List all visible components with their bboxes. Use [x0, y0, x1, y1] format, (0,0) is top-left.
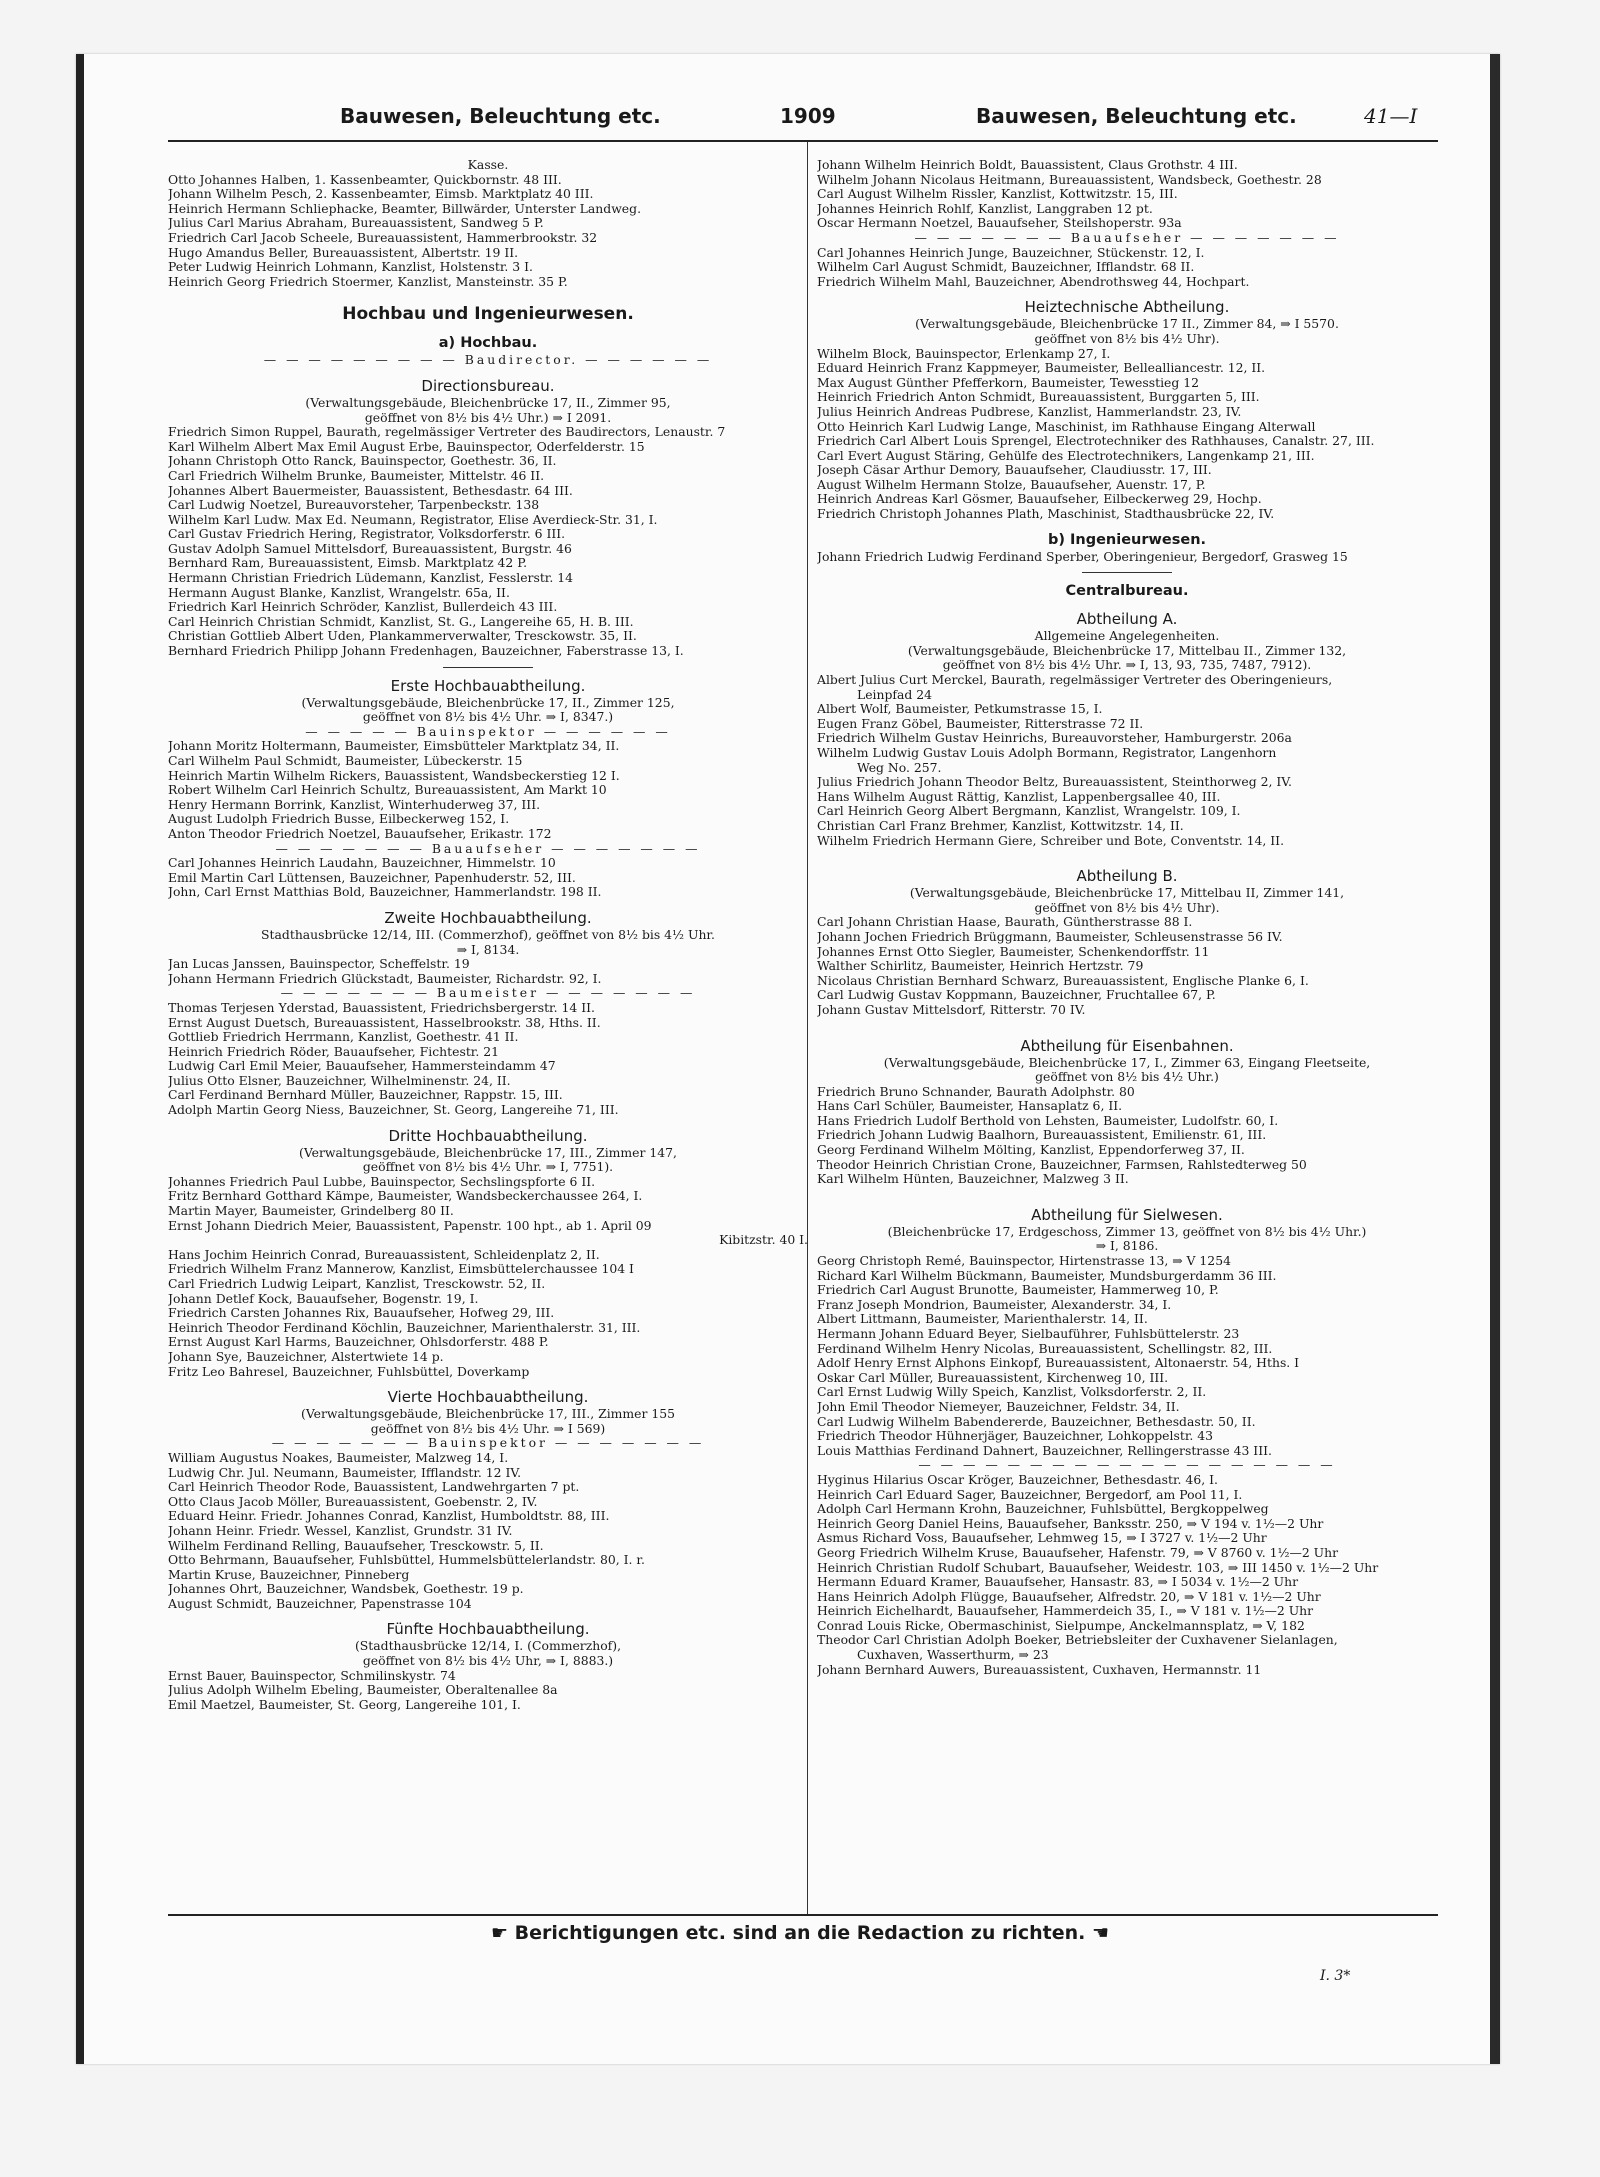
- directory-entry: Franz Joseph Mondrion, Baumeister, Alexanderstr. 34, I.: [817, 1297, 1172, 1312]
- directory-entry: Heinrich Friedrich Röder, Bauaufseher, Fichtestr. 21: [168, 1044, 500, 1059]
- page-signature-mark: I. 3*: [1320, 1968, 1351, 1984]
- directory-entry: Johann Friedrich Ludwig Ferdinand Sperber, Oberingenieur, Bergedorf, Grasweg 15: [817, 549, 1348, 564]
- directory-entry: Conrad Louis Ricke, Obermaschinist, Sielpumpe, Anckelmannsplatz, ⇒ V, 182: [817, 1618, 1305, 1633]
- directory-entry: Wilhelm Block, Bauinspector, Erlenkamp 27, I.: [817, 346, 1111, 361]
- department-note: geöffnet von 8½ bis 4½ Uhr.) ⇒ I 2091.: [364, 410, 612, 425]
- directory-entry: Hans Friedrich Ludolf Berthold von Lehsten, Baumeister, Ludolfstr. 60, I.: [817, 1113, 1279, 1128]
- directory-entry: Wilhelm Ferdinand Relling, Bauaufseher, Tresckowstr. 5, II.: [168, 1538, 544, 1553]
- directory-entry: Carl Johannes Heinrich Junge, Bauzeichner, Stückenstr. 12, I.: [817, 245, 1205, 260]
- directory-entry: Johann Hermann Friedrich Glückstadt, Baumeister, Richardstr. 92, I.: [168, 971, 602, 986]
- directory-entry: Wilhelm Ludwig Gustav Louis Adolph Bormann, Registrator, Langenhorn: [817, 746, 1277, 760]
- directory-entry: August Wilhelm Hermann Stolze, Bauaufseher, Auenstr. 17, P.: [817, 477, 1206, 492]
- directory-entry: William Augustus Noakes, Baumeister, Malzweg 14, I.: [168, 1450, 509, 1465]
- directory-entry: Friedrich Wilhelm Franz Mannerow, Kanzlist, Eimsbüttelerchaussee 104 I: [168, 1262, 634, 1277]
- department-note: ⇒ I, 8134.: [456, 942, 520, 957]
- directory-entry: Eduard Heinr. Friedr. Johannes Conrad, Kanzlist, Humboldtstr. 88, III.: [168, 1509, 610, 1524]
- department-note: Allgemeine Angelegenheiten.: [1034, 629, 1220, 644]
- right-column: [817, 158, 1437, 1677]
- directory-entry: Emil Maetzel, Baumeister, St. Georg, Langereihe 101, I.: [168, 1697, 521, 1712]
- directory-entry: Johann Wilhelm Pesch, 2. Kassenbeamter, Eimsb. Marktplatz 40 III.: [168, 187, 594, 202]
- directory-entry: Christian Carl Franz Brehmer, Kanzlist, Kottwitzstr. 14, II.: [817, 818, 1184, 833]
- directory-entry: Adolph Carl Hermann Krohn, Bauzeichner, Fuhlsbüttel, Bergkoppelweg: [817, 1502, 1269, 1517]
- department-note: (Verwaltungsgebäude, Bleichenbrücke 17, III., Zimmer 147,: [299, 1145, 677, 1160]
- directory-entry: Carl Friedrich Ludwig Leipart, Kanzlist, Tresckowstr. 52, II.: [168, 1277, 546, 1291]
- directory-entry: Joseph Cäsar Arthur Demory, Bauaufseher, Claudiusstr. 17, III.: [817, 463, 1212, 478]
- directory-entry: Theodor Heinrich Christian Crone, Bauzeichner, Farmsen, Rahlstedterweg 50: [817, 1157, 1307, 1172]
- directory-entry: Friedrich Johann Ludwig Baalhorn, Bureauassistent, Emilienstr. 61, III.: [817, 1128, 1267, 1143]
- directory-entry: Johannes Albert Bauermeister, Bauassistent, Bethesdastr. 64 III.: [168, 483, 573, 498]
- directory-entry: Friedrich Carl August Brunotte, Baumeister, Hammerweg 10, P.: [817, 1283, 1219, 1298]
- vacant-position-line: — — — — — — — Baumeister — — — — — — —: [280, 986, 696, 1001]
- directory-entry: Wilhelm Friedrich Hermann Giere, Schreiber und Bote, Conventstr. 14, II.: [817, 833, 1285, 848]
- directory-entry: Nicolaus Christian Bernhard Schwarz, Bureauassistent, Englische Planke 6, I.: [817, 973, 1309, 988]
- directory-entry: Julius Otto Elsner, Bauzeichner, Wilhelminenstr. 24, II.: [168, 1073, 511, 1088]
- directory-entry: Oscar Hermann Noetzel, Bauaufseher, Steilshoperstr. 93a: [817, 216, 1182, 231]
- directory-entry: Hermann August Blanke, Kanzlist, Wrangelstr. 65a, II.: [168, 585, 510, 600]
- directory-entry: Heinrich Eichelhardt, Bauaufseher, Hammerdeich 35, I., ⇒ V 181 v. 1½—2 Uhr: [817, 1604, 1314, 1619]
- directory-entry: John, Carl Ernst Matthias Bold, Bauzeichner, Hammerlandstr. 198 II.: [168, 885, 602, 900]
- spacer: [817, 848, 1437, 858]
- directory-entry: Fritz Bernhard Gotthard Kämpe, Baumeister, Wandsbeckerchaussee 264, I.: [168, 1189, 643, 1204]
- vacant-position-line: — — — — — — — — — Baudirector. — — — — — —: [263, 353, 713, 368]
- directory-entry: Carl Evert August Stäring, Gehülfe des Electrotechnikers, Langenkamp 21, III.: [817, 448, 1315, 463]
- directory-entry: Carl Heinrich Georg Albert Bergmann, Kanzlist, Wrangelstr. 109, I.: [817, 804, 1241, 819]
- directory-entry: Adolf Henry Ernst Alphons Einkopf, Bureauassistent, Altonaerstr. 54, Hths. I: [817, 1356, 1300, 1371]
- directory-entry: Thomas Terjesen Yderstad, Bauassistent, Friedrichsbergerstr. 14 II.: [168, 1000, 595, 1015]
- department-heading: Zweite Hochbauabtheilung.: [384, 908, 592, 927]
- directory-entry: Albert Littmann, Baumeister, Marienthalerstr. 14, II.: [817, 1312, 1148, 1327]
- directory-entry: Otto Heinrich Karl Ludwig Lange, Maschinist, im Rathhause Eingang Alterwall: [817, 419, 1316, 434]
- directory-entry: Carl Ludwig Noetzel, Bureauvorsteher, Tarpenbeckstr. 138: [168, 498, 540, 513]
- directory-entry: Heinrich Andreas Karl Gösmer, Bauaufseher, Eilbeckerweg 29, Hochp.: [817, 492, 1262, 507]
- section-divider: [1082, 572, 1172, 573]
- directory-entry: Hans Carl Schüler, Baumeister, Hansaplatz 6, II.: [817, 1099, 1123, 1114]
- directory-entry: Carl August Wilhelm Rissler, Kanzlist, Kottwitzstr. 15, III.: [817, 187, 1178, 202]
- directory-entry: Johann Gustav Mittelsdorf, Ritterstr. 70 IV.: [817, 1002, 1086, 1017]
- directory-entry: Johannes Heinrich Rohlf, Kanzlist, Langgraben 12 pt.: [817, 201, 1153, 216]
- directory-entry: Hans Wilhelm August Rättig, Kanzlist, Lappenbergsallee 40, III.: [817, 789, 1221, 804]
- directory-entry: Friedrich Karl Heinrich Schröder, Kanzlist, Bullerdeich 43 III.: [168, 600, 558, 615]
- directory-entry: Albert Wolf, Baumeister, Petkumstrasse 15, I.: [817, 702, 1103, 717]
- scan-edge-right: [1490, 54, 1500, 2064]
- subsection-heading: a) Hochbau.: [438, 335, 538, 352]
- header-right-title: Bauwesen, Beleuchtung etc.: [976, 104, 1297, 128]
- directory-entry: Gottlieb Friedrich Herrmann, Kanzlist, Goethestr. 41 II.: [168, 1030, 519, 1045]
- directory-entry: Eduard Heinrich Franz Kappmeyer, Baumeister, Bellealliancestr. 12, II.: [817, 361, 1266, 376]
- directory-entry: Albert Julius Curt Merckel, Baurath, regelmässiger Vertreter des Oberingenieurs,: [817, 673, 1333, 688]
- department-note: geöffnet von 8½ bis 4½ Uhr.): [1035, 1070, 1219, 1085]
- directory-entry: Carl Gustav Friedrich Hering, Registrator, Volksdorferstr. 6 III.: [168, 527, 566, 542]
- directory-entry: John Emil Theodor Niemeyer, Bauzeichner, Feldstr. 34, II.: [817, 1399, 1180, 1414]
- directory-entry: Carl Wilhelm Paul Schmidt, Baumeister, Lübeckerstr. 15: [168, 754, 523, 768]
- directory-entry: Heinrich Georg Daniel Heins, Bauaufseher, Banksstr. 250, ⇒ V 194 v. 1½—2 Uhr: [817, 1516, 1324, 1531]
- directory-entry: Otto Johannes Halben, 1. Kassenbeamter, Quickbornstr. 48 III.: [168, 172, 562, 187]
- directory-entry: Karl Wilhelm Hünten, Bauzeichner, Malzweg 3 II.: [817, 1172, 1129, 1187]
- department-note: geöffnet von 8½ bis 4½ Uhr. ⇒ I, 7751).: [362, 1160, 614, 1175]
- directory-entry: Johannes Friedrich Paul Lubbe, Bauinspector, Sechslingspforte 6 II.: [168, 1174, 596, 1189]
- directory-entry: Heinrich Theodor Ferdinand Köchlin, Bauzeichner, Marienthalerstr. 31, III.: [168, 1320, 641, 1335]
- header-rule: [168, 140, 1438, 142]
- directory-entry: Hermann Christian Friedrich Lüdemann, Kanzlist, Fesslerstr. 14: [168, 571, 574, 586]
- directory-entry: Friedrich Wilhelm Mahl, Bauzeichner, Abendrothsweg 44, Hochpart.: [817, 274, 1250, 289]
- directory-entry: Louis Matthias Ferdinand Dahnert, Bauzeichner, Rellingerstrasse 43 III.: [817, 1443, 1272, 1458]
- directory-entry: Gustav Adolph Samuel Mittelsdorf, Bureauassistent, Burgstr. 46: [168, 541, 572, 556]
- directory-entry: Emil Martin Carl Lüttensen, Bauzeichner, Papenhuderstr. 52, III.: [168, 870, 576, 885]
- directory-entry: Carl Ludwig Wilhelm Babendererde, Bauzeichner, Bethesdastr. 50, II.: [817, 1414, 1256, 1429]
- department-note: (Verwaltungsgebäude, Bleichenbrücke 17, I., Zimmer 63, Eingang Fleetseite,: [883, 1055, 1371, 1070]
- directory-entry: Hermann Johann Eduard Beyer, Sielbauführer, Fuhlsbüttelerstr. 23: [817, 1327, 1240, 1341]
- directory-entry: Wilhelm Johann Nicolaus Heitmann, Bureauassistent, Wandsbeck, Goethestr. 28: [817, 172, 1322, 187]
- department-note: (Verwaltungsgebäude, Bleichenbrücke 17, Mittelbau II., Zimmer 132,: [907, 643, 1347, 658]
- department-heading: Abtheilung A.: [1076, 610, 1178, 629]
- directory-entry: Ludwig Chr. Jul. Neumann, Baumeister, Ifflandstr. 12 IV.: [168, 1465, 522, 1480]
- directory-entry: Robert Wilhelm Carl Heinrich Schultz, Bureauassistent, Am Markt 10: [168, 783, 607, 798]
- directory-entry: Heinrich Georg Friedrich Stoermer, Kanzlist, Mansteinstr. 35 P.: [168, 274, 568, 289]
- directory-entry: Georg Ferdinand Wilhelm Mölting, Kanzlist, Eppendorferweg 37, II.: [817, 1143, 1245, 1158]
- directory-entry: Johannes Ernst Otto Siegler, Baumeister, Schenkendorffstr. 11: [817, 944, 1210, 959]
- directory-entry: Johann Jochen Friedrich Brüggmann, Baumeister, Schleusenstrasse 56 IV.: [817, 929, 1283, 944]
- department-note: (Verwaltungsgebäude, Bleichenbrücke 17, Mittelbau II, Zimmer 141,: [909, 886, 1345, 901]
- department-heading: Abtheilung für Eisenbahnen.: [1020, 1036, 1234, 1055]
- directory-entry: Cuxhaven, Wasserthurm, ⇒ 23: [857, 1648, 1049, 1663]
- department-note: geöffnet von 8½ bis 4½ Uhr. ⇒ I 569): [370, 1421, 606, 1436]
- directory-entry: Oskar Carl Müller, Bureauassistent, Kirchenweg 10, III.: [817, 1370, 1169, 1385]
- directory-entry: Leinpfad 24: [857, 687, 933, 702]
- vacant-position-line: — — — — — — — Bauaufseher — — — — — — —: [914, 230, 1340, 245]
- directory-entry: Ernst Bauer, Bauinspector, Schmilinskystr. 74: [168, 1668, 456, 1683]
- directory-entry: Johann Bernhard Auwers, Bureauassistent, Cuxhaven, Hermannstr. 11: [817, 1662, 1262, 1677]
- directory-entry: Friedrich Simon Ruppel, Baurath, regelmässiger Vertreter des Baudirectors, Lenaustr. 7: [168, 425, 726, 440]
- subsection-heading: Centralbureau.: [1065, 583, 1189, 600]
- directory-entry: Johann Moritz Holtermann, Baumeister, Eimsbütteler Marktplatz 34, II.: [168, 739, 620, 754]
- directory-entry: Christian Gottlieb Albert Uden, Plankammerverwalter, Tresckowstr. 35, II.: [168, 629, 637, 644]
- directory-entry: Otto Behrmann, Bauaufseher, Fuhlsbüttel, Hummelsbüttelerlandstr. 80, I. r.: [168, 1553, 645, 1568]
- department-note: ⇒ I, 8186.: [1095, 1239, 1159, 1254]
- department-heading: Abtheilung B.: [1076, 867, 1178, 886]
- section-heading: Hochbau und Ingenieurwesen.: [342, 304, 634, 325]
- directory-entry: Ernst August Karl Harms, Bauzeichner, Ohlsdorferstr. 488 P.: [168, 1335, 549, 1350]
- directory-entry: Hans Heinrich Adolph Flügge, Bauaufseher, Alfredstr. 20, ⇒ V 181 v. 1½—2 Uhr: [817, 1589, 1321, 1604]
- directory-entry: Asmus Richard Voss, Bauaufseher, Lehmweg 15, ⇒ I 3727 v. 1½—2 Uhr: [817, 1531, 1267, 1546]
- directory-entry: Carl Johannes Heinrich Laudahn, Bauzeichner, Himmelstr. 10: [168, 856, 556, 871]
- directory-entry: Walther Schirlitz, Baumeister, Heinrich Hertzstr. 79: [817, 959, 1144, 974]
- directory-entry: Martin Mayer, Baumeister, Grindelberg 80 II.: [168, 1204, 454, 1219]
- directory-entry: Bernhard Friedrich Philipp Johann Fredenhagen, Bauzeichner, Faberstrasse 13, I.: [168, 644, 684, 659]
- department-note: (Verwaltungsgebäude, Bleichenbrücke 17, II., Zimmer 125,: [301, 695, 675, 710]
- directory-entry: Weg No. 257.: [857, 760, 942, 775]
- directory-entry: Hermann Eduard Kramer, Bauaufseher, Hansastr. 83, ⇒ I 5034 v. 1½—2 Uhr: [817, 1575, 1299, 1590]
- vacant-position-line: — — — — — — — Bauaufseher — — — — — — —: [275, 841, 701, 856]
- directory-entry: Carl Heinrich Christian Schmidt, Kanzlist, St. G., Langereihe 65, H. B. III.: [168, 614, 634, 629]
- department-heading: Directionsbureau.: [421, 376, 555, 395]
- department-note: geöffnet von 8½ bis 4½ Uhr).: [1034, 331, 1220, 346]
- directory-entry: Ludwig Carl Emil Meier, Bauaufseher, Hammersteindamm 47: [168, 1059, 556, 1074]
- department-note: Kasse.: [467, 158, 509, 172]
- directory-entry: Adolph Martin Georg Niess, Bauzeichner, St. Georg, Langereihe 71, III.: [168, 1103, 619, 1118]
- directory-entry: Richard Karl Wilhelm Bückmann, Baumeister, Mundsburgerdamm 36 III.: [817, 1268, 1277, 1283]
- directory-entry: Friedrich Theodor Hühnerjäger, Bauzeichner, Lohkoppelstr. 43: [817, 1429, 1214, 1444]
- directory-entry: Friedrich Carl Albert Louis Sprengel, Electrotechniker des Rathhauses, Canalstr. 27, III.: [817, 434, 1375, 449]
- directory-entry: Johannes Ohrt, Bauzeichner, Wandsbek, Goethestr. 19 p.: [168, 1582, 524, 1597]
- footer-notice: ☛ Berichtigungen etc. sind an die Redaction zu richten. ☚: [491, 1922, 1109, 1944]
- department-heading: Dritte Hochbauabtheilung.: [388, 1126, 588, 1145]
- directory-entry: Karl Wilhelm Albert Max Emil August Erbe, Bauinspector, Oderfelderstr. 15: [168, 439, 645, 454]
- department-heading: Abtheilung für Sielwesen.: [1031, 1205, 1223, 1224]
- directory-entry: Ferdinand Wilhelm Henry Nicolas, Bureauassistent, Schellingstr. 82, III.: [817, 1341, 1273, 1356]
- directory-entry: Julius Adolph Wilhelm Ebeling, Baumeister, Oberaltenallee 8a: [168, 1683, 558, 1698]
- running-header: [0, 104, 1600, 134]
- directory-entry: Georg Christoph Remé, Bauinspector, Hirtenstrasse 13, ⇒ V 1254: [817, 1254, 1231, 1269]
- directory-entry: Hans Jochim Heinrich Conrad, Bureauassistent, Schleidenplatz 2, II.: [168, 1247, 600, 1262]
- vacant-position-line: — — — — — — — — — — — — — — — — — — —: [918, 1458, 1336, 1473]
- header-page-number: 41—I: [1364, 104, 1418, 128]
- directory-entry: Heinrich Christian Rudolf Schubart, Bauaufseher, Weidestr. 103, ⇒ III 1450 v. 1½—2 Uhr: [817, 1560, 1379, 1575]
- department-note: (Verwaltungsgebäude, Bleichenbrücke 17, II., Zimmer 95,: [305, 395, 671, 410]
- directory-entry: Anton Theodor Friedrich Noetzel, Bauaufseher, Erikastr. 172: [168, 826, 552, 841]
- directory-entry: Friedrich Carl Jacob Scheele, Bureauassistent, Hammerbrookstr. 32: [168, 230, 598, 245]
- department-heading: Erste Hochbauabtheilung.: [390, 676, 586, 695]
- directory-entry: Julius Carl Marius Abraham, Bureauassistent, Sandweg 5 P.: [168, 216, 544, 231]
- directory-entry: Carl Ernst Ludwig Willy Speich, Kanzlist, Volksdorferstr. 2, II.: [817, 1385, 1207, 1400]
- directory-entry: Otto Claus Jacob Möller, Bureauassistent, Goebenstr. 2, IV.: [168, 1494, 538, 1509]
- directory-entry: Carl Ferdinand Bernhard Müller, Bauzeichner, Rappstr. 15, III.: [168, 1088, 563, 1103]
- directory-entry: Johann Detlef Kock, Bauaufseher, Bogenstr. 19, I.: [168, 1291, 479, 1306]
- directory-entry: Carl Johann Christian Haase, Baurath, Güntherstrasse 88 I.: [817, 915, 1193, 930]
- directory-entry: Hyginus Hilarius Oscar Kröger, Bauzeichner, Bethesdastr. 46, I.: [817, 1472, 1218, 1487]
- directory-entry: Max August Günther Pfefferkorn, Baumeister, Tewesstieg 12: [817, 375, 1200, 390]
- directory-entry: Henry Hermann Borrink, Kanzlist, Winterhuderweg 37, III.: [168, 797, 541, 812]
- directory-entry: August Schmidt, Bauzeichner, Papenstrasse 104: [168, 1596, 472, 1611]
- directory-entry: Jan Lucas Janssen, Bauinspector, Scheffelstr. 19: [168, 957, 470, 972]
- department-note: geöffnet von 8½ bis 4½ Uhr. ⇒ I, 13, 93, 735, 7487, 7912).: [942, 658, 1312, 673]
- left-column: [168, 158, 808, 1712]
- department-note: (Verwaltungsgebäude, Bleichenbrücke 17 II., Zimmer 84, ⇒ I 5570.: [915, 317, 1339, 332]
- header-year: 1909: [780, 104, 836, 128]
- department-note: Stadthausbrücke 12/14, III. (Commerzhof), geöffnet von 8½ bis 4½ Uhr.: [261, 927, 715, 942]
- directory-entry: Heinrich Martin Wilhelm Rickers, Bauassistent, Wandsbeckerstieg 12 I.: [168, 768, 620, 783]
- directory-entry: Eugen Franz Göbel, Baumeister, Ritterstrasse 72 II.: [817, 716, 1144, 731]
- department-note: geöffnet von 8½ bis 4½ Uhr, ⇒ I, 8883.): [362, 1654, 614, 1669]
- directory-entry: Wilhelm Karl Ludw. Max Ed. Neumann, Registrator, Elise Averdieck-Str. 31, I.: [168, 512, 658, 527]
- spacer: [817, 1187, 1437, 1197]
- department-note: (Stadthausbrücke 12/14, I. (Commerzhof),: [354, 1639, 622, 1654]
- directory-entry: Heinrich Friedrich Anton Schmidt, Bureauassistent, Burggarten 5, III.: [817, 390, 1260, 405]
- spacer: [817, 1018, 1437, 1028]
- directory-entry: Friedrich Christoph Johannes Plath, Maschinist, Stadthausbrücke 22, IV.: [817, 507, 1275, 522]
- directory-entry: Kibitzstr. 40 I.: [719, 1233, 808, 1248]
- directory-entry: Hugo Amandus Beller, Bureauassistent, Albertstr. 19 II.: [168, 245, 519, 260]
- vacant-position-line: — — — — — — — Bauinspektor — — — — — — —: [271, 1436, 705, 1451]
- directory-entry: Ernst Johann Diedrich Meier, Bauassistent, Papenstr. 100 hpt., ab 1. April 09: [168, 1218, 652, 1233]
- department-note: (Verwaltungsgebäude, Bleichenbrücke 17, III., Zimmer 155: [301, 1407, 675, 1422]
- directory-entry: Carl Heinrich Theodor Rode, Bauassistent, Landwehrgarten 7 pt.: [168, 1480, 580, 1495]
- department-note: (Bleichenbrücke 17, Erdgeschoss, Zimmer 13, geöffnet von 8½ bis 4½ Uhr.): [887, 1224, 1367, 1239]
- directory-entry: Wilhelm Carl August Schmidt, Bauzeichner, Ifflandstr. 68 II.: [817, 260, 1195, 275]
- footer-rule: [168, 1914, 1438, 1916]
- scan-edge-left: [76, 54, 84, 2064]
- directory-entry: Johann Wilhelm Heinrich Boldt, Bauassistent, Claus Grothstr. 4 III.: [817, 158, 1238, 172]
- directory-entry: Ernst August Duetsch, Bureauassistent, Hasselbrookstr. 38, Hths. II.: [168, 1015, 601, 1030]
- directory-entry: Martin Kruse, Bauzeichner, Pinneberg: [168, 1567, 410, 1582]
- directory-entry: Bernhard Ram, Bureauassistent, Eimsb. Marktplatz 42 P.: [168, 556, 528, 571]
- vacant-position-line: — — — — — Bauinspektor — — — — — —: [305, 724, 671, 739]
- directory-entry: Friedrich Carsten Johannes Rix, Bauaufseher, Hofweg 29, III.: [168, 1306, 555, 1321]
- directory-entry: Fritz Leo Bahresel, Bauzeichner, Fuhlsbüttel, Doverkamp: [168, 1364, 530, 1379]
- department-heading: Heiztechnische Abtheilung.: [1024, 298, 1230, 317]
- directory-entry: Carl Ludwig Gustav Koppmann, Bauzeichner, Fruchtallee 67, P.: [817, 988, 1216, 1003]
- directory-entry: Georg Friedrich Wilhelm Kruse, Bauaufseher, Hafenstr. 79, ⇒ V 8760 v. 1½—2 Uhr: [817, 1545, 1339, 1560]
- directory-entry: Carl Friedrich Wilhelm Brunke, Baumeister, Mittelstr. 46 II.: [168, 468, 545, 483]
- header-left-title: Bauwesen, Beleuchtung etc.: [340, 104, 661, 128]
- directory-entry: Theodor Carl Christian Adolph Boeker, Betriebsleiter der Cuxhavener Sielanlagen,: [817, 1633, 1338, 1648]
- section-divider: [443, 667, 533, 668]
- department-note: geöffnet von 8½ bis 4½ Uhr. ⇒ I, 8347.): [362, 710, 614, 725]
- directory-entry: Friedrich Wilhelm Gustav Heinrichs, Bureauvorsteher, Hamburgerstr. 206a: [817, 731, 1292, 746]
- directory-entry: Heinrich Hermann Schliephacke, Beamter, Billwärder, Unterster Landweg.: [168, 201, 642, 216]
- subsection-heading: b) Ingenieurwesen.: [1047, 531, 1207, 548]
- directory-entry: Friedrich Bruno Schnander, Baurath Adolphstr. 80: [817, 1084, 1135, 1099]
- directory-entry: Peter Ludwig Heinrich Lohmann, Kanzlist, Holstenstr. 3 I.: [168, 260, 533, 275]
- department-heading: Fünfte Hochbauabtheilung.: [386, 1620, 590, 1639]
- department-heading: Vierte Hochbauabtheilung.: [387, 1388, 589, 1407]
- directory-entry: Johann Sye, Bauzeichner, Alstertwiete 14 p.: [168, 1349, 444, 1364]
- department-note: geöffnet von 8½ bis 4½ Uhr).: [1034, 900, 1220, 915]
- directory-entry: Johann Christoph Otto Ranck, Bauinspector, Goethestr. 36, II.: [168, 454, 557, 469]
- directory-entry: Johann Heinr. Friedr. Wessel, Kanzlist, Grundstr. 31 IV.: [168, 1523, 513, 1538]
- directory-entry: Julius Friedrich Johann Theodor Beltz, Bureauassistent, Steinthorweg 2, IV.: [817, 775, 1292, 790]
- directory-entry: August Ludolph Friedrich Busse, Eilbeckerweg 152, I.: [168, 812, 510, 827]
- directory-entry: Heinrich Carl Eduard Sager, Bauzeichner, Bergedorf, am Pool 11, I.: [817, 1487, 1243, 1502]
- directory-entry: Julius Heinrich Andreas Pudbrese, Kanzlist, Hammerlandstr. 23, IV.: [817, 404, 1242, 419]
